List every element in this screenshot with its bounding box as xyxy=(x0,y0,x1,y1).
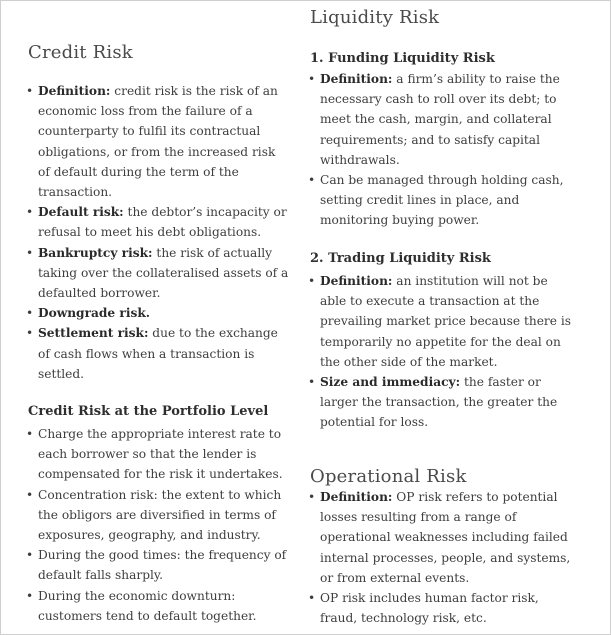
funding-liquidity-list xyxy=(308,69,574,231)
term: Bankruptcy risk: xyxy=(38,245,153,260)
term: Settlement risk: xyxy=(38,326,149,341)
term: Definition: xyxy=(320,72,393,86)
description: Can be managed through holding cash, setting credit lines in place, and monitoring buying power. xyxy=(320,173,564,228)
portfolio-heading: Credit Risk at the Portfolio Level xyxy=(28,404,269,419)
trading-liquidity-heading: 2. Trading Liquidity Risk xyxy=(310,251,491,266)
funding-liquidity-heading: 1. Funding Liquidity Risk xyxy=(310,51,495,66)
term: Definition: xyxy=(320,274,393,288)
list-item: • Charge the appropriate interest rate to each borrower so that the lender is compensated for the risk it undertakes. xyxy=(26,424,290,485)
description: credit risk is the risk of an economic loss from the failure of a counterparty to fulfil its contractual obligations, or from the increased risk of default during the term of the transaction. xyxy=(38,84,278,200)
description: a firm’s ability to raise the necessary cash to roll over its debt; to meet the cash, margin, and collateral requirements; and to satisfy capital withdrawals. xyxy=(320,72,560,167)
list-item xyxy=(26,243,290,304)
list-item xyxy=(26,202,290,242)
term: Definition: xyxy=(38,84,111,98)
list-item: • During the good times: the frequency of default falls sharply. xyxy=(26,545,290,585)
description: OP risk refers to potential losses resulting from a range of operational weaknesses including failed internal processes, people, and systems, or from external events. xyxy=(320,490,571,585)
credit-risk-list xyxy=(26,81,290,384)
term: Default risk: xyxy=(38,205,124,220)
description: due to the exchange of cash flows when a transaction is settled. xyxy=(38,326,278,381)
description: the faster or larger the transaction, the greater the potential for loss. xyxy=(320,375,558,430)
description: the risk of actually taking over the collateralised assets of a defaulted borrower. xyxy=(38,245,289,301)
description: OP risk includes human factor risk, fraud, technology risk, etc. xyxy=(320,591,539,626)
list-item xyxy=(308,69,574,170)
operational-risk-title: Operational Risk xyxy=(310,466,467,487)
term: Definition: xyxy=(320,490,393,504)
portfolio-list xyxy=(26,424,290,626)
liquidity-risk-title: Liquidity Risk xyxy=(310,7,440,28)
list-item xyxy=(308,487,574,588)
list-item xyxy=(308,372,574,433)
term: Downgrade risk. xyxy=(38,306,151,321)
list-item xyxy=(26,323,290,384)
list-item xyxy=(26,81,290,202)
list-item xyxy=(308,170,574,231)
operational-risk-list xyxy=(308,487,574,628)
description: an institution will not be able to execute a transaction at the prevailing market price because there is temporarily no appetite for the deal on the other side of the market. xyxy=(320,274,571,369)
list-item xyxy=(308,271,574,372)
list-item: • During the economic downturn: customers tend to default together. xyxy=(26,586,290,626)
term: Size and immediacy: xyxy=(320,375,461,390)
trading-liquidity-list xyxy=(308,271,574,433)
list-item xyxy=(26,303,290,323)
description: the debtor’s incapacity or refusal to meet his debt obligations. xyxy=(38,205,287,240)
list-item: • Concentration risk: the extent to which the obligors are diversified in terms of exposures, geography, and industry. xyxy=(26,485,290,546)
list-item xyxy=(308,588,574,628)
credit-risk-title: Credit Risk xyxy=(28,42,133,63)
